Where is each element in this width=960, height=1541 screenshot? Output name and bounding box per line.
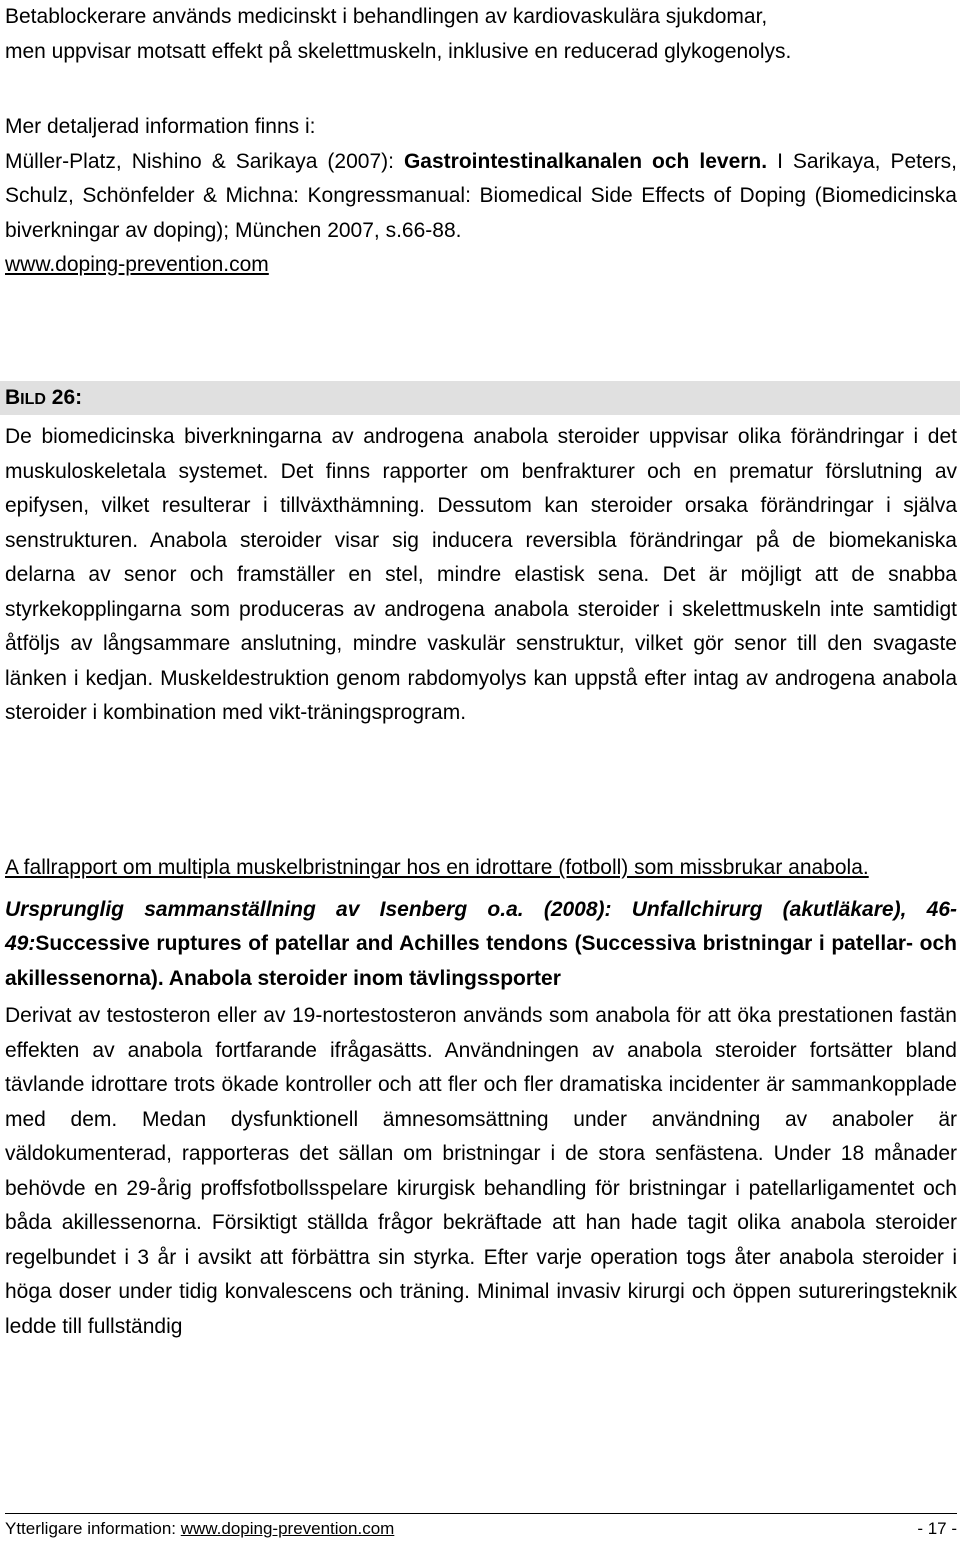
- case-source-title: Successive ruptures of patellar and Achilles tendons (Successiva bristningar i patellar- och akillessenorna). Anabola steroider inom tävlingssporter: [5, 932, 957, 990]
- reference-source: I Sarikaya, Peters, Schulz, Schönfelder & Michna: Kongressmanual: Biomedical Side Effects of Doping (Biomedicinska biverkningar av doping); München 2007, s.66-88.: [5, 149, 957, 242]
- figure-label: BILD 26:: [5, 386, 83, 409]
- intro-line-2: men uppvisar motsatt effekt på skelettmuskeln, inklusive en reducerad glykogenolys.: [5, 39, 792, 63]
- case-title: A fallrapport om multipla muskelbristningar hos en idrottare (fotboll) som missbrukar anabola.: [5, 856, 869, 879]
- footer-link[interactable]: www.doping-prevention.com: [180, 1519, 395, 1538]
- figure-text: [5, 420, 957, 731]
- footer-info: Ytterligare information: www.doping-prevention.com: [5, 1519, 395, 1538]
- case-source: [5, 893, 957, 997]
- case-section: [5, 851, 957, 1344]
- more-info-heading: Mer detaljerad information finns i:: [5, 115, 316, 138]
- intro-line-1: Betablockerare används medicinskt i behandlingen av kardiovaskulära sjukdomar,: [5, 5, 768, 28]
- case-source-citation: Ursprunglig sammanställning av Isenberg o.a. (2008): Unfallchirurg (akutläkare), 46-49:: [5, 897, 957, 955]
- reference-title: Gastrointestinalkanalen och levern.: [403, 149, 768, 173]
- reference-paragraph: [5, 145, 957, 283]
- intro-paragraph: [5, 0, 957, 69]
- case-body: Derivat av testosteron eller av 19-nortestosteron används som anabola för att öka prestationen fastän effekten av anabola fortfarande ifrågasätts. Användningen av anabola steroider fortsätter bland tävlande idrottare trots ökade kontroller och att fler och fler dramatiska incidenter är sammankopplade med dem. Medan dysfunktionell ämnesomsättning under användning av anaboler är väldokumenterad, rapporteras det sällan om bristningar i de stora senfästena. Under 18 månader behövde en 29-årig proffsfotbollsspelare kirurgisk behandling för bristningar i patellarligamentet och båda akillessenorna. Försiktigt ställda frågor bekräftade att han hade tagit olika anabola steroider regelbundet i 3 år i avsikt att förbättra sin styrka. Efter varje operation togs åter anabola steroider i höga doser under tidig konvalescens och träning. Minimal invasiv kirurgi och öppen sutureringsteknik ledde till fullständig: [5, 1004, 957, 1338]
- page-number: - 17 -: [917, 1519, 957, 1538]
- figure-paragraph: De biomedicinska biverkningarna av androgena anabola steroider uppvisar olika förändringar i det muskuloskeletala systemet. Det finns rapporter om benfrakturer och en prematur förslutning av epifysen, vilket resulterar i tillväxthämning. Dessutom kan steroider orsaka förändringar i själva senstrukturen. Anabola steroider visar sig inducera reversibla förändringar på de biomekaniska delarna av senor och framställer en stel, mindre elastisk sena. Det är möjligt att de snabba styrkekopplingarna som produceras av androgena anabola steroider i skelettmuskeln inte samtidigt åtföljs av långsammare anslutning, mindre vaskulär senstruktur, vilket gör senor till den svagaste länken i kedjan. Muskeldestruktion genom rabdomyolys kan uppstå efter intag av androgena anabola steroider i kombination med vikt-träningsprogram.: [5, 425, 957, 724]
- more-info-section: [5, 110, 957, 283]
- figure-label-bar: [0, 381, 960, 415]
- reference-authors: Müller-Platz, Nishino & Sarikaya (2007):: [5, 149, 404, 173]
- reference-link[interactable]: www.doping-prevention.com: [5, 253, 269, 276]
- footer-divider: [5, 1513, 957, 1514]
- page-footer: [5, 1518, 957, 1540]
